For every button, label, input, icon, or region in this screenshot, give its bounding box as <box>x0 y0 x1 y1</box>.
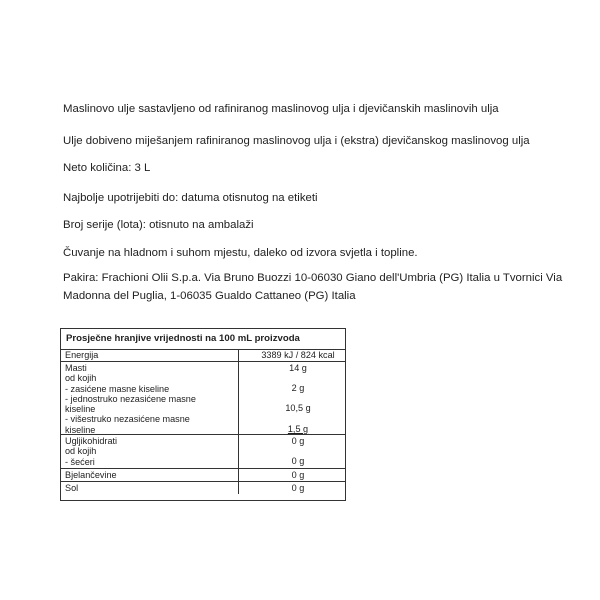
storage-instructions: Čuvanje na hladnom i suhom mjestu, daleko od izvora svjetla i topline. <box>63 247 418 259</box>
protein-label: Bjelančevine <box>65 470 117 480</box>
product-description: Maslinovo ulje sastavljeno od rafiniranog maslinovog ulja i djevičanskih maslinovih ulja <box>63 103 499 115</box>
mono-fat-label-line1: - jednostruko nezasićene masne <box>65 393 196 404</box>
nutrition-row-carbohydrate <box>61 435 345 469</box>
saturated-fat-label: - zasićene masne kiseline <box>65 383 170 394</box>
poly-fat-value: 1,5 g <box>287 424 309 434</box>
fat-label: Masti <box>65 363 87 373</box>
nutrition-row-energy <box>61 350 345 362</box>
sugars-label: - šećeri <box>65 456 95 467</box>
fat-value: 14 g <box>289 363 307 373</box>
protein-value: 0 g <box>291 470 305 480</box>
saturated-fat-value: 2 g <box>291 383 305 393</box>
carbohydrate-label: Ugljikohidrati <box>65 436 118 446</box>
energy-label: Energija <box>65 350 99 360</box>
poly-fat-label-line2: kiseline <box>65 424 96 435</box>
packer-info <box>63 269 562 305</box>
carbohydrate-value: 0 g <box>291 436 305 446</box>
energy-value: 3389 kJ / 824 kcal <box>261 350 335 360</box>
net-quantity: Neto količina: 3 L <box>63 162 151 174</box>
mono-fat-label-line2: kiseline <box>65 404 96 415</box>
nutrition-table <box>60 328 346 501</box>
packer-line-2: Madonna del Puglia, 1-06035 Gualdo Cattaneo (PG) Italia <box>63 290 356 302</box>
fat-labels <box>65 363 237 435</box>
carbohydrate-of-which-label: od kojih <box>65 446 97 457</box>
poly-fat-label-line1: - višestruko nezasićene masne <box>65 414 190 425</box>
best-before: Najbolje upotrijebiti do: datuma otisnutog na etiketi <box>63 192 318 204</box>
mono-fat-value: 10,5 g <box>285 403 311 413</box>
sugars-value: 0 g <box>291 456 305 466</box>
nutrition-row-protein <box>61 469 345 482</box>
product-origin-description: Ulje dobiveno miješanjem rafiniranog maslinovog ulja i (ekstra) djevičanskog maslinovog ulja <box>63 135 530 147</box>
packer-line-1: Pakira: Frachioni Olii S.p.a. Via Bruno Buozzi 10-06030 Giano dell'Umbria (PG) Italia u Tvornici Via <box>63 272 563 284</box>
nutrition-row-fat <box>61 362 345 435</box>
nutrition-table-title: Prosječne hranjive vrijednosti na 100 mL proizvoda <box>61 329 345 350</box>
salt-value: 0 g <box>291 483 305 493</box>
salt-label: Sol <box>65 483 79 493</box>
nutrition-row-salt <box>61 482 345 494</box>
lot-number: Broj serije (lota): otisnuto na ambalaži <box>63 219 254 231</box>
carbohydrate-labels <box>65 436 237 467</box>
fat-of-which-label: od kojih <box>65 373 97 384</box>
